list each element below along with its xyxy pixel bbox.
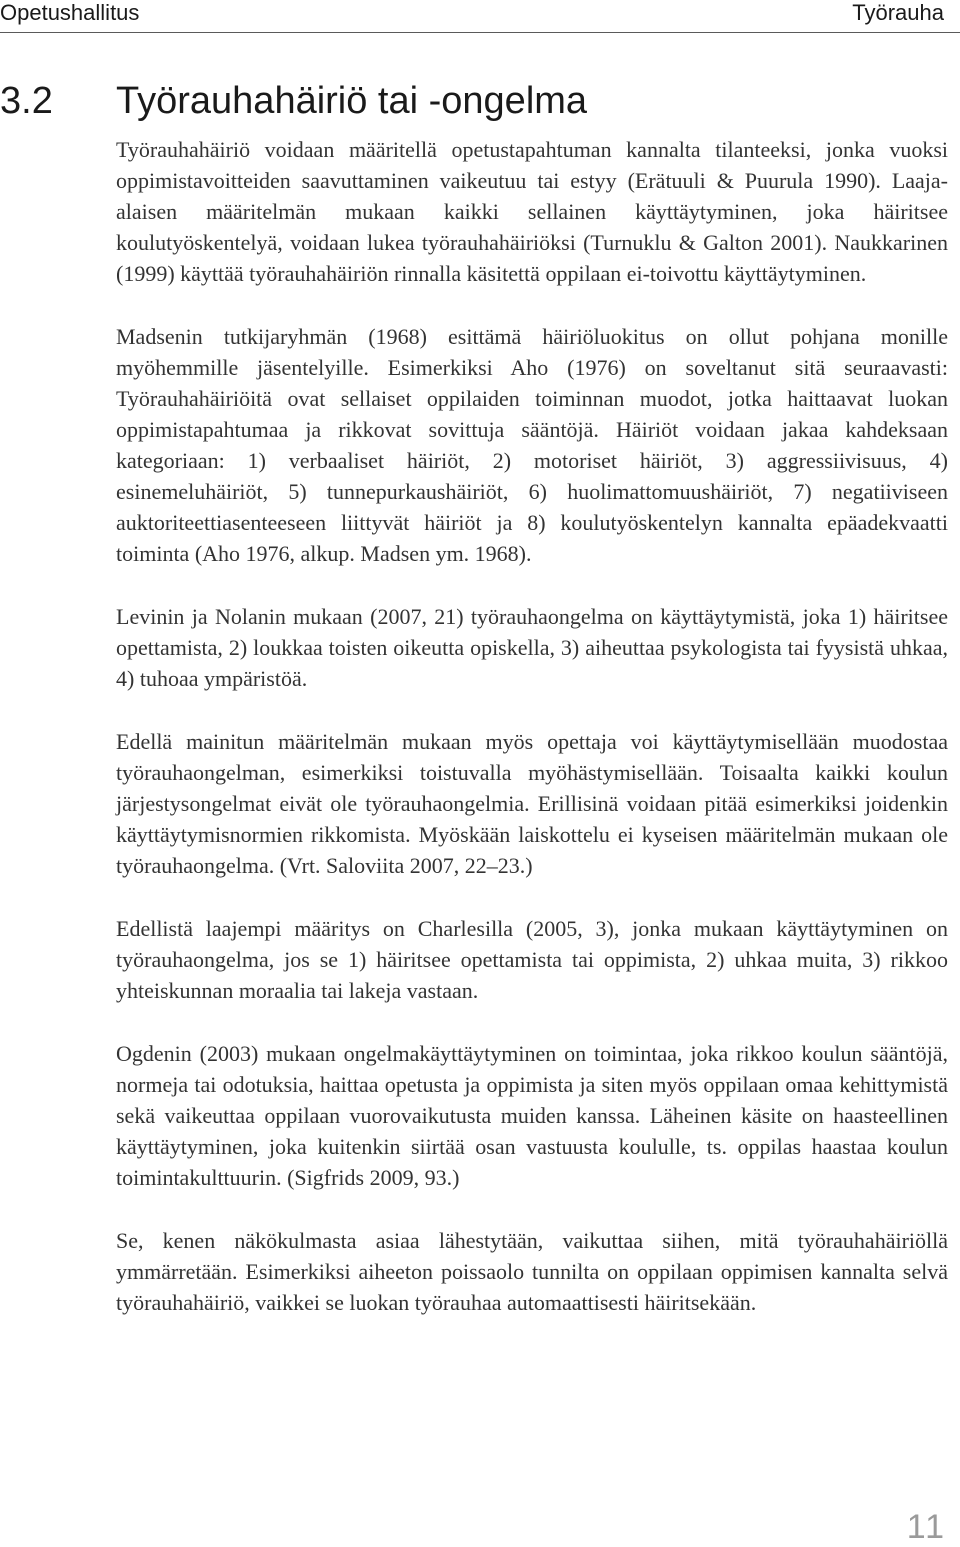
paragraph: Ogdenin (2003) mukaan ongelmakäyttäytyminen on toimintaa, joka rikkoo koulun sääntöjä, normeja tai odotuksia, haittaa opetusta ja oppimista ja siten myös oppilaan omaa kehittymistä sekä vaikeuttaa oppilaan vuorovaikutusta muiden kanssa. Läheinen käsite on haasteellinen käyttäytyminen, joka kuitenkin siirtää osan vastuusta koululle, ts. oppilas haastaa koulun toimintakulttuurin. (Sigfrids 2009, 93.): [116, 1041, 948, 1190]
section-title: Työrauhahäiriö tai -ongelma: [116, 80, 588, 122]
paragraph: Levinin ja Nolanin mukaan (2007, 21) työrauhaongelma on käyttäytymistä, joka 1) häiritsee opettamista, 2) loukkaa toisten oikeutta opiskella, 3) aiheuttaa psykologista tai fyysistä uhkaa, 4) tuhoaa ympäristöä.: [116, 604, 948, 691]
running-header: [0, 0, 960, 33]
paragraph: Se, kenen näkökulmasta asiaa lähestytään, vaikuttaa siihen, mitä työrauhahäiriöllä ymmärretään. Esimerkiksi aiheeton poissaolo tunnilta on oppilaan oppimisen kannalta selvä työrauhahäiriö, vaikkei se luokan työrauhaa automaattisesti häiritsekään.: [116, 1228, 948, 1315]
header-publisher: Opetushallitus: [0, 0, 140, 25]
header-topic: Työrauha: [852, 0, 944, 25]
paragraph: Työrauhahäiriö voidaan määritellä opetustapahtuman kannalta tilanteeksi, jonka vuoksi oppimistavoitteiden saavuttaminen vaikeutuu tai estyy (Erätuuli & Puurula 1990). Laaja-alaisen määritelmän mukaan kaikki sellainen käyttäytyminen, joka häiritsee koulutyöskentelyä, voidaan lukea työrauhahäiriöksi (Turnuklu & Galton 2001). Naukkarinen (1999) käyttää työrauhahäiriön rinnalla käsitettä oppilaan ei-toivottu käyttäytyminen.: [116, 137, 948, 286]
body-text: [116, 134, 948, 1350]
section-heading: [0, 76, 960, 126]
paragraph: Edellä mainitun määritelmän mukaan myös opettaja voi käyttäytymisellään muodostaa työrauhaongelman, esimerkiksi toistuvalla myöhästymisellään. Toisaalta kaikki koulun järjestysongelmat eivät ole työrauhaongelmia. Erillisinä voidaan pitää esimerkiksi joidenkin käyttäytymisnormien rikkomista. Myöskään laiskottelu ei kyseisen määritelmän mukaan ole työrauhaongelma. (Vrt. Saloviita 2007, 22–23.): [116, 729, 948, 878]
section-number: 3.2: [0, 80, 53, 122]
paragraph: Madsenin tutkijaryhmän (1968) esittämä häiriöluokitus on ollut pohjana monille myöhemmille jäsentelyille. Esimerkiksi Aho (1976) on soveltanut sitä seuraavasti: Työrauhahäiriöitä ovat sellaiset oppilaiden toiminnan muodot, jotka haittaavat luokan oppimistapahtumaa ja rikkovat sovittuja sääntöjä. Häiriöt voidaan jakaa kahdeksaan kategoriaan: 1) verbaaliset häiriöt, 2) motoriset häiriöt, 3) aggressiivisuus, 4) esinemeluhäiriöt, 5) tunnepurkaushäiriöt, 6) huolimattomuushäiriöt, 7) negatiiviseen auktoriteettiasenteeseen liittyvät häiriöt ja 8) koulutyöskentelyn kannalta epäadekvaatti toiminta (Aho 1976, alkup. Madsen ym. 1968).: [116, 324, 948, 566]
paragraph: Edellistä laajempi määritys on Charlesilla (2005, 3), jonka mukaan käyttäytyminen on työrauhaongelma, jos se 1) häiritsee opettamista tai oppimista, 2) uhkaa muita, 3) rikkoo yhteiskunnan moraalia tai lakeja vastaan.: [116, 916, 948, 1003]
page-number: 11: [906, 1508, 946, 1546]
